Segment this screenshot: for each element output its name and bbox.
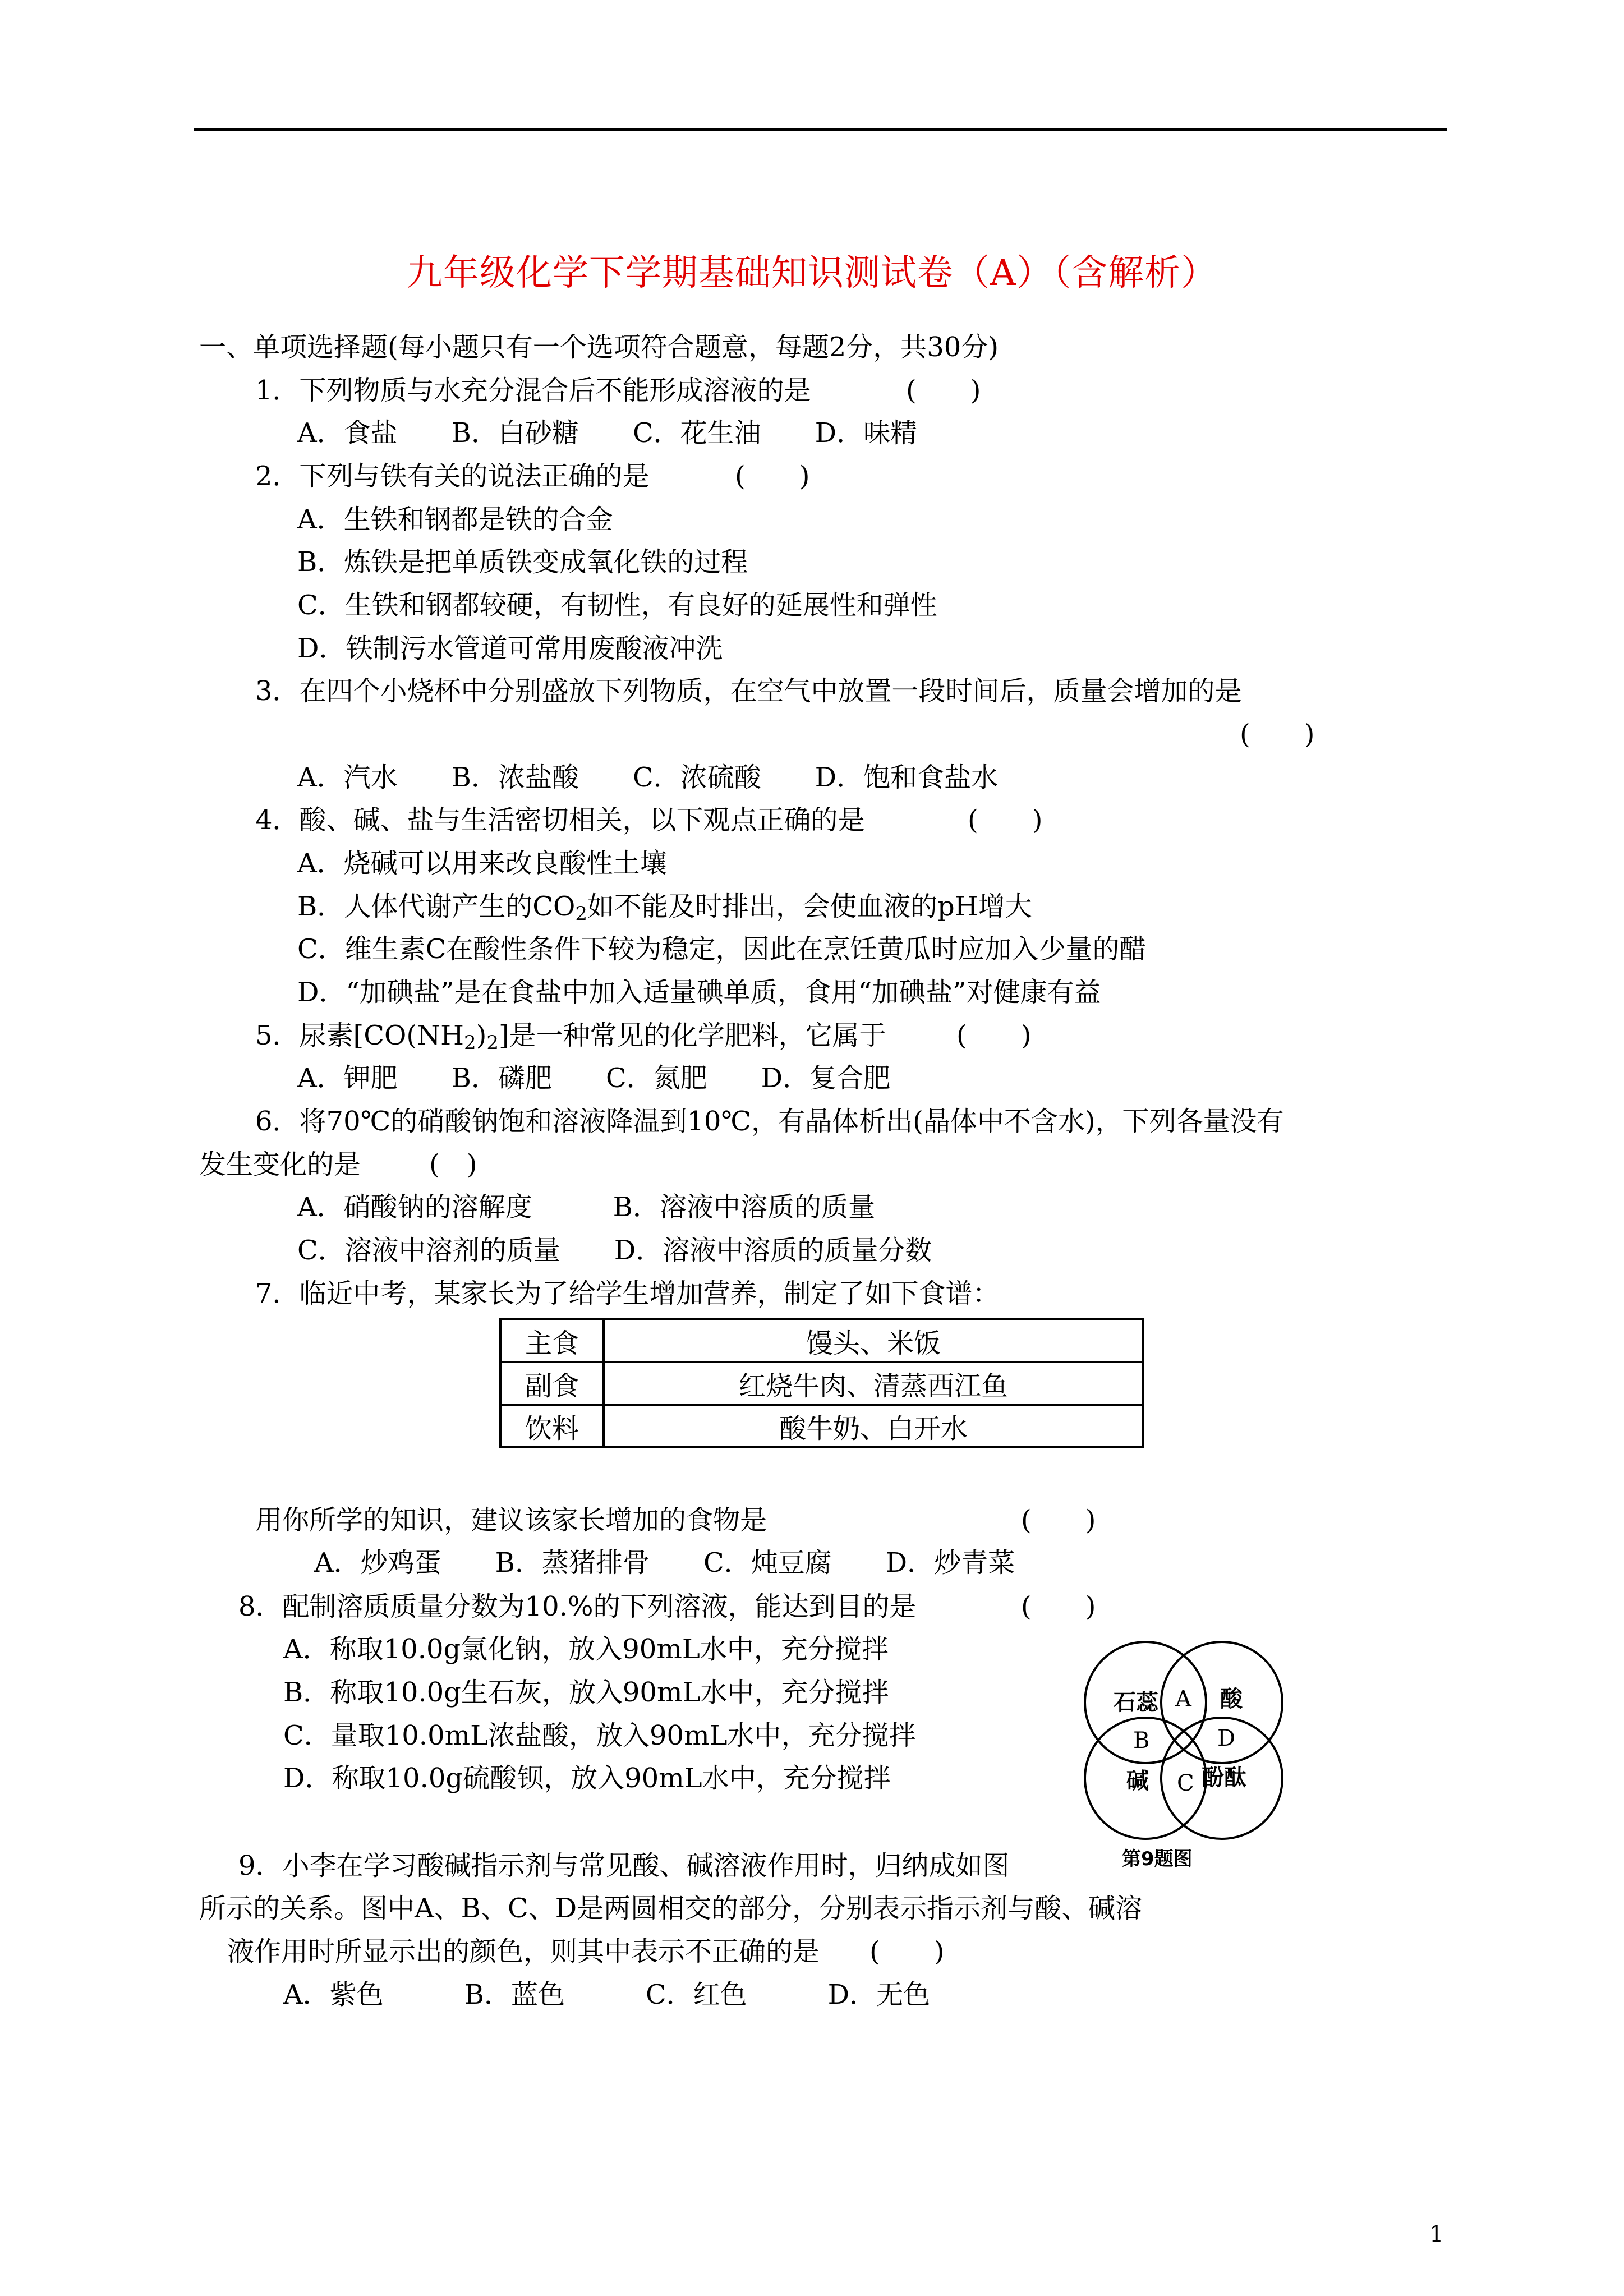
q4-option-a: A．烧碱可以用来改良酸性土壤 [297,848,667,879]
menu-items: 馒头、米饭 [604,1319,1143,1362]
q5-stem: 5．尿素$[CO(NH_2)_2]$是一种常见的化学肥料，它属于 [255,1020,886,1054]
q4-option-c: C．维生素C在酸性条件下较为稳定，因此在烹饪黄瓜时应加入少量的醋 [297,933,1147,965]
section-heading: 一、单项选择题(每小题只有一个选项符合题意，每题2分，共30分) [199,332,999,363]
q4-stem: 4．酸、碱、盐与生活密切相关，以下观点正确的是 [255,804,865,836]
q2-option-b: B．炼铁是把单质铁变成氧化铁的过程 [297,546,748,578]
page-title: 九年级化学下学期基础知识测试卷（A）（含解析） [406,252,1218,294]
q4-option-b: B．人体代谢产生的$CO_2$如不能及时排出，会使血液的pH增大 [297,891,1032,925]
q4-option-d: D．“加碘盐”是在食盐中加入适量碘单质，食用“加碘盐”对健康有益 [297,977,1101,1008]
menu-items: 酸牛奶、白开水 [604,1405,1143,1447]
q2-option-c: C．生铁和钢都较硬，有韧性，有良好的延展性和弹性 [297,590,937,621]
menu-table [499,1318,1144,1448]
table-row [500,1362,1143,1405]
q8-option-c: C．量取10.0mL浓盐酸，放入90mL水中，充分搅拌 [283,1720,916,1751]
q9-stem-line2: 所示的关系。图中A、B、C、D是两圆相交的部分，分别表示指示剂与酸、碱溶 [199,1893,1143,1924]
q1-answer-blank: ( ) [906,375,981,406]
label-litmus: 石蕊 [1114,1690,1158,1715]
q3-options: A．汽水 B．浓盐酸 C．浓硫酸 D．饱和食盐水 [297,762,999,793]
q1-options: A．食盐 B．白砂糖 C．花生油 D．味精 [297,417,918,449]
q6-stem-line2: 发生变化的是 [199,1149,361,1180]
label-acid: 酸 [1220,1686,1243,1712]
figure-caption: 第9题图 [1122,1848,1193,1870]
q5-options: A．钾肥 B．磷肥 C．氮肥 D．复合肥 [297,1062,891,1094]
q6-stem-line1: 6．将70℃的硝酸钠饱和溶液降温到10℃，有晶体析出(晶体中不含水)，下列各量没有 [255,1106,1284,1137]
q1-stem: 1．下列物质与水充分混合后不能形成溶液的是 [255,375,811,406]
q9-stem-line1: 9．小李在学习酸碱指示剂与常见酸、碱溶液作用时，归纳成如图 [238,1850,1010,1881]
q2-option-d: D．铁制污水管道可常用废酸液冲洗 [297,633,723,664]
q9-answer-blank: ( ) [869,1936,945,1967]
q3-stem: 3．在四个小烧杯中分别盛放下列物质，在空气中放置一段时间后，质量会增加的是 [255,675,1242,707]
label-base: 碱 [1126,1768,1149,1794]
q3-answer-blank: ( ) [1240,719,1315,750]
q8-stem: 8．配制溶质质量分数为10.%的下列溶液，能达到目的是 [238,1591,917,1622]
page-number: 1 [1429,2221,1444,2247]
q2-answer-blank: ( ) [735,461,810,492]
q2-stem: 2．下列与铁有关的说法正确的是 [255,461,650,492]
q7-stem: 7．临近中考，某家长为了给学生增加营养，制定了如下食谱： [255,1278,1000,1309]
q7-answer-blank: ( ) [1021,1504,1096,1536]
q8-option-d: D．称取10.0g硫酸钡，放入90mL水中，充分搅拌 [283,1763,891,1794]
q7-options: A．炒鸡蛋 B．蒸猪排骨 C．炖豆腐 D．炒青菜 [314,1547,1015,1579]
menu-items: 红烧牛肉、清蒸西江鱼 [604,1362,1143,1405]
q8-option-b: B．称取10.0g生石灰，放入90mL水中，充分搅拌 [283,1677,889,1708]
table-row [500,1319,1143,1362]
indicator-venn-figure [1077,1632,1290,1874]
q7-ask: 用你所学的知识，建议该家长增加的食物是 [255,1504,767,1536]
menu-category: 饮料 [500,1405,604,1447]
venn-diagram [1077,1632,1290,1874]
table-row [500,1405,1143,1447]
q6-answer-blank: ( ) [429,1149,477,1180]
region-c-label: C [1177,1770,1194,1796]
region-b-label: B [1133,1728,1150,1754]
menu-category: 主食 [500,1319,604,1362]
label-phenolphthalein: 酚酞 [1202,1765,1246,1791]
header-rule [194,128,1447,131]
q6-options-row1: A．硝酸钠的溶解度 B．溶液中溶质的质量 [297,1191,875,1223]
menu-category: 副食 [500,1362,604,1405]
q5-answer-blank: ( ) [956,1020,1032,1051]
q4-answer-blank: ( ) [968,804,1043,836]
q9-options: A．紫色 B．蓝色 C．红色 D．无色 [283,1979,931,2010]
q9-stem-line3: 液作用时所显示出的颜色，则其中表示不正确的是 [227,1936,820,1967]
q8-option-a: A．称取10.0g氯化钠，放入90mL水中，充分搅拌 [283,1634,889,1665]
q2-option-a: A．生铁和钢都是铁的合金 [297,504,613,535]
q8-answer-blank: ( ) [1021,1591,1096,1622]
region-d-label: D [1217,1726,1236,1751]
region-a-label: A [1175,1686,1191,1712]
q6-options-row2: C．溶液中溶剂的质量 D．溶液中溶质的质量分数 [297,1235,932,1266]
